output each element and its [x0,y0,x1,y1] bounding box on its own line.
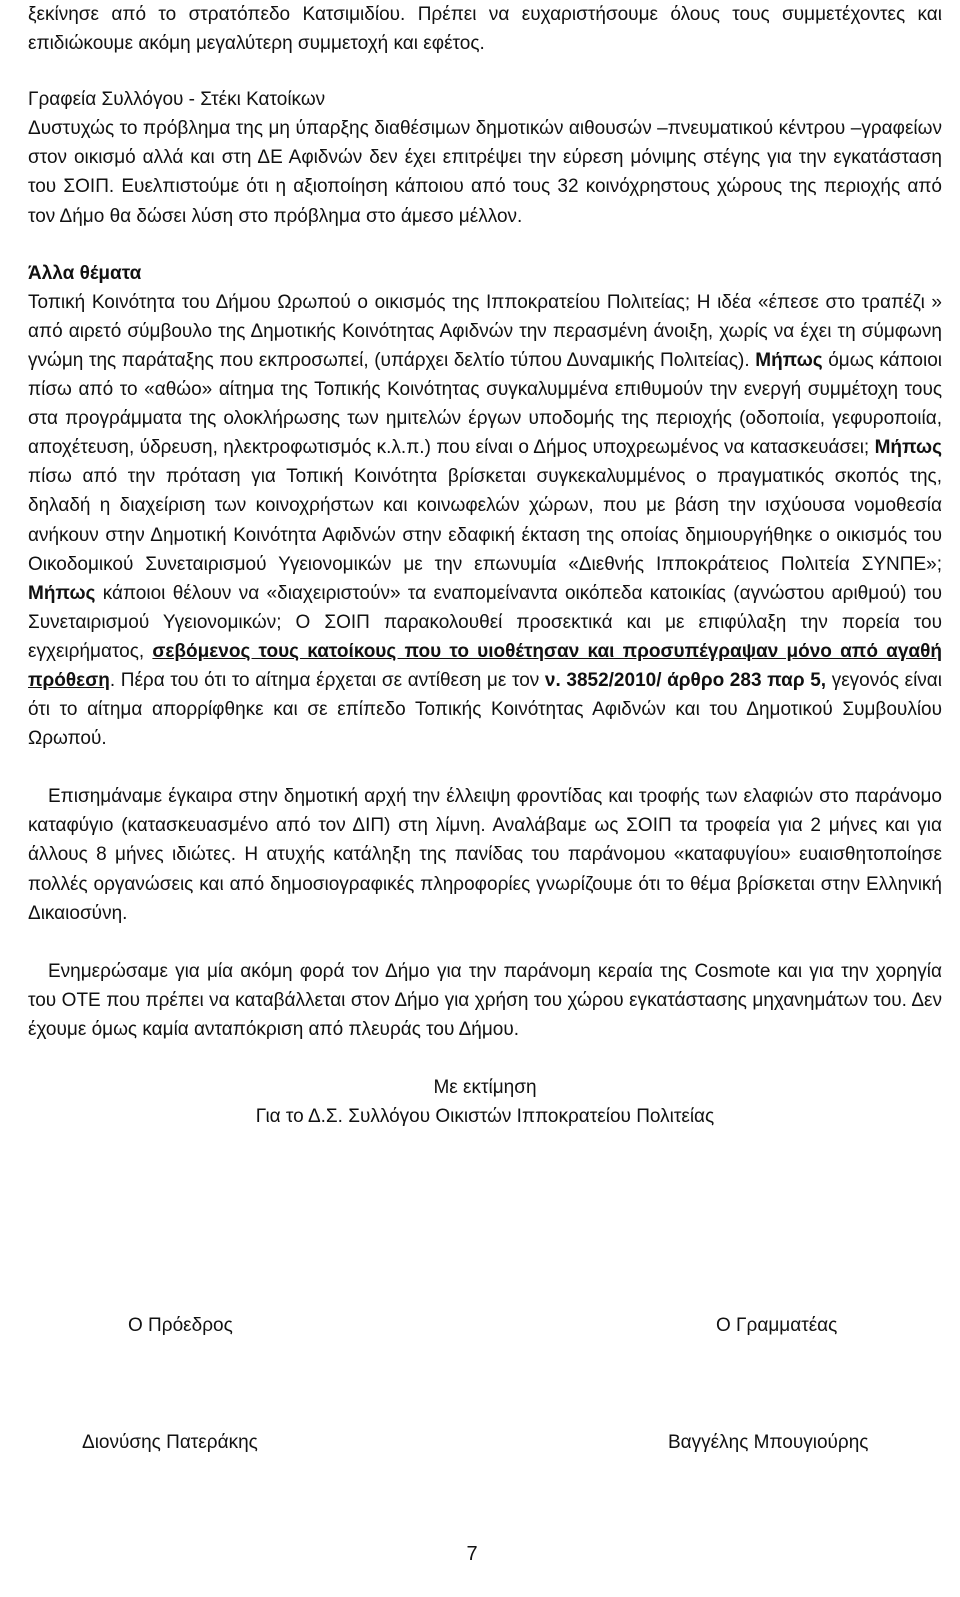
deer-paragraph: Επισημάναμε έγκαιρα στην δημοτική αρχή την έλλειψη φροντίδας και τροφής των ελαφιών στο παράνομο καταφύγιο (κατασκευασμένο από τον ΔΙΠ) στη λίμνη. Αναλάβαμε ως ΣΟΙΠ τα τροφεία για 2 μήνες και για άλλους 8 μήνες ιδιώτες. Η ατυχής κατάληξη της πανίδας του παράνομου «καταφυγίου» ευαισθητοποίησε πολλές οργανώσεις και από δημοσιογραφικές πληροφορίες γνωρίζουμε ότι το θέμα βρίσκεται στην Ελληνική Δικαιοσύνη. [28,786,942,924]
closing-regards: Με εκτίμηση [433,1077,537,1098]
other-bold-2: Μήπως [874,437,942,459]
other-paragraph [28,288,942,754]
other-bold-3: Μήπως [28,582,96,604]
closing-block [28,1073,942,1131]
spacer [28,231,942,259]
spacer [28,58,942,85]
spacer [28,753,942,782]
intro-paragraph: ξεκίνησε από το στρατόπεδο Κατσιμιδίου. Πρέπει να ευχαριστήσουμε όλους τους συμμετέχοντες και επιδιώκουμε ακόμη μεγαλύτερη συμμετοχή και εφέτος. [28,4,942,55]
other-text-2: όμως κάποιοι πίσω από το «αθώο» αίτημα της Τοπικής Κοινότητας συγκαλυμμένα επιθυμούν την ενεργή συμμέτοχη τους στα προγράμματα της ολοκλήρωσης των ημιτελών έργων υποδομής της περιοχής (οδοποιία, γεφυροποιία, αποχέτευση, ύδρευση, ηλεκτροφωτισμός κ.λ.π.) που είναι ο Δήμος υποχρεωμένος να κατασκευάσει; [28,349,942,459]
antenna-paragraph: Ενημερώσαμε για μία ακόμη φορά τον Δήμο για την παράνομη κεραία της Cosmote και για την χορηγία του ΟΤΕ που πρέπει να καταβάλλεται στον Δήμο για χρήση του χώρου εγκατάστασης μηχανημάτων του. Δεν έχουμε όμως καμία ανταπόκριση από πλευράς του Δήμου. [28,960,942,1040]
section-title-offices: Γραφεία Συλλόγου - Στέκι Κατοίκων [28,89,326,111]
spacer [28,928,942,957]
law-reference: ν. 3852/2010/ άρθρο 283 παρ 5, [544,669,827,691]
president-name: Διονύσης Πατεράκης [82,1432,258,1453]
secretary-name: Βαγγέλης Μπουγιούρης [668,1432,869,1453]
president-role: Ο Πρόεδρος [128,1315,233,1336]
other-text-6: γεγονός είναι ότι το αίτημα απορρίφθηκε και σε επίπεδο Τοπικής Κοινότητας Αφιδνών και του Δημοτικού Συμβουλίου Ωρωπού. [28,669,943,750]
secretary-role: Ο Γραμματέας [716,1315,838,1336]
other-text-3: πίσω από την πρόταση για Τοπική Κοινότητα βρίσκεται συγκεκαλυμμένος ο πραγματικός σκοπός της, δηλαδή η διαχείριση των κοινοχρήστων και κοινωφελών χώρων, που με βάση την ισχύουσα νομοθεσία ανήκουν στην Δημοτική Κοινότητα Αφιδνών στην εδαφική έκταση της οποίας δημιουργήθηκε ο οικισμός του Οικοδομικού Συνεταιρισμού Υγειονομικών με την επωνυμία «Διεθνής Ιπποκράτειος Πολιτεία ΣΥΝΠΕ»; [28,466,942,575]
section-title-other: Άλλα θέματα [28,262,142,284]
offices-paragraph: Δυστυχώς το πρόβλημα της μη ύπαρξης διαθέσιμων δημοτικών αιθουσών –πνευματικού κέντρου –γραφείων στον οικισμό αλλά και στη ΔΕ Αφιδνών δεν έχει επιτρέψει την εύρεση μόνιμης στέγης για την εγκατάσταση του ΣΟΙΠ. Ευελπιστούμε ότι η αξιοποίηση κάποιου από τους 32 κοινόχρηστους χώρους της περιοχής από τον Δήμο θα δώσει λύση στο πρόβλημα στο άμεσο μέλλον. [28,118,942,227]
other-text-5: . Πέρα του ότι το αίτημα έρχεται σε αντίθεση με τον [109,669,545,691]
other-text-4: κάποιοι θέλουν να «διαχειριστούν» τα εναπομείναντα οικόπεδα κατοικίας (αγνώστου αριθμού) του Συνεταιρισμού Υγειονομικών; Ο ΣΟΙΠ παρακολουθεί προσεκτικά και με επιφύλαξη την πορεία του εγχειρήματος, [28,582,942,662]
other-bold-1: Μήπως [755,349,823,371]
page-number: 7 [466,1543,478,1565]
other-text-1: Τοπική Κοινότητα του Δήμου Ωρωπού ο οικισμός της Ιπποκρατείου Πολιτείας; Η ιδέα «έπεσε στο τραπέζι » από αιρετό σύμβουλο της Δημοτικής Κοινότητας Αφιδνών την περασμένη άνοιξη, χωρίς να έχει τη σύμφωνη γνώμη της παράταξης που εκπροσωπεί, (υπάρχει δελτίο τύπου Δυναμικής Πολιτείας). [28,291,942,371]
other-underlined: σεβόμενος τους κατοίκους που το υιοθέτησαν και προσυπέγραψαν μόνο από αγαθή πρόθεση [28,640,942,691]
spacer [28,1044,942,1073]
closing-on-behalf: Για το Δ.Σ. Συλλόγου Οικιστών Ιπποκρατείου Πολιτείας [255,1106,715,1128]
document-page [28,0,942,1131]
